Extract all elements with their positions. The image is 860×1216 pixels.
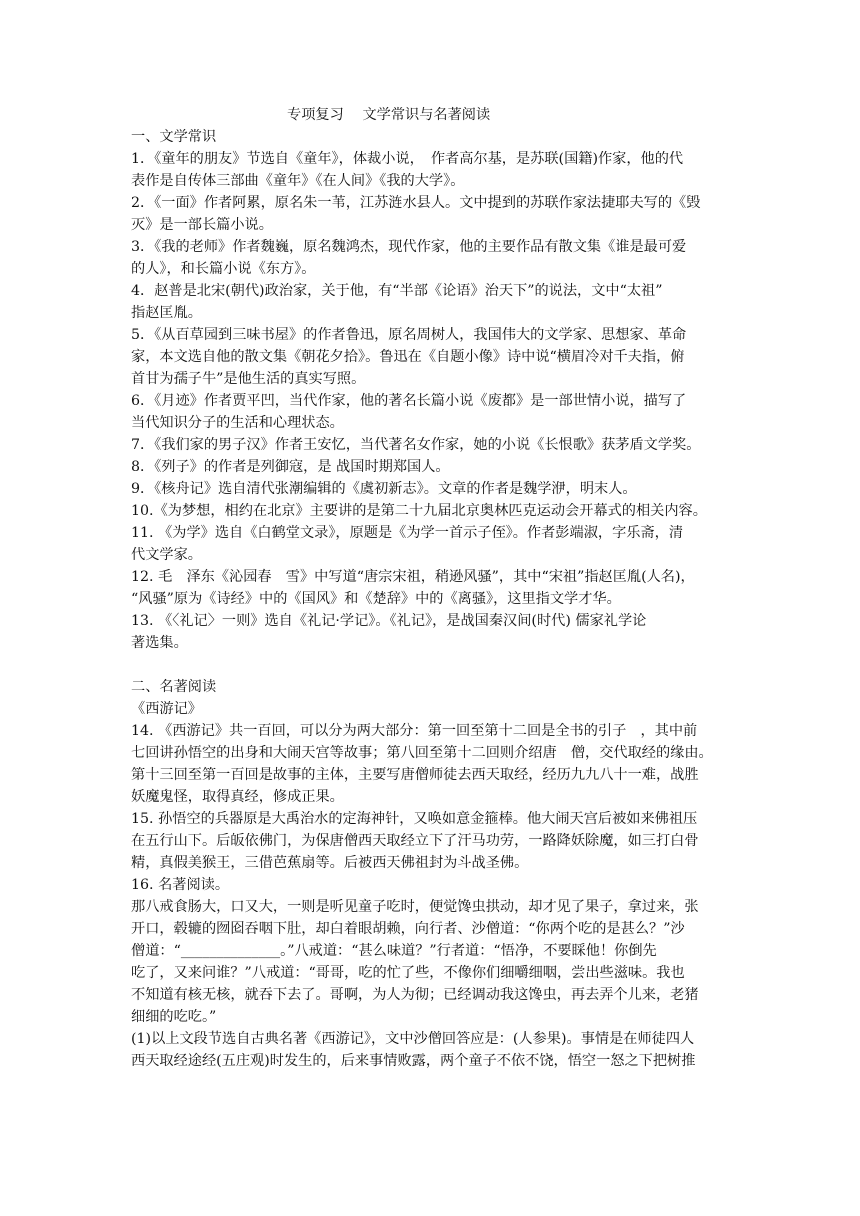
text-line: (1)以上文段节选自古典名著《西游记》，文中沙僧回答应是：(人参果)。事情是在师徒四人 [131,1031,695,1047]
text-line: 9．《核舟记》选自清代张潮编辑的《虞初新志》。文章的作者是魏学洢，明末人。 [131,481,637,497]
text-line: 开口，毂辘的囫囵吞咽下肚，却白着眼胡赖，向行者、沙僧道：“你两个吃的是甚么？”沙 [131,921,685,937]
text-line: 在五行山下。后皈依佛门，为保唐僧西天取经立下了汗马功劳，一路降妖除魔，如三打白骨 [131,833,699,849]
text-line: 指赵匡胤。 [131,305,202,321]
text-line: 吃了，又来问谁？”八戒道：“哥哥，吃的忙了些，不像你们细嚼细咽，尝出些滋味。我也 [131,965,685,981]
text-line: 5．《从百草园到三味书屋》的作者鲁迅，原名周树人，我国伟大的文学家、思想家、革命 [131,327,687,343]
text-line: 2．《一面》作者阿累，原名朱一苇，江苏涟水县人。文中提到的苏联作家法捷耶夫写的《毁 [131,195,701,211]
text-line: 3．《我的老师》作者魏巍，原名魏鸿杰，现代作家，他的主要作品有散文集《谁是最可爱 [131,239,687,255]
text-line: 8．《列子》的作者是列御寇，是 战国时期郑国人。 [131,459,450,475]
text-line: “风骚”原为《诗经》中的《国风》和《楚辞》中的《离骚》，这里指文学才华。 [131,591,621,607]
text-line: 第十三回至第一百回是故事的主体，主要写唐僧师徒去西天取经，经历九九八十一难，战胜 [131,767,699,783]
text-line: 细细的吃吃。” [131,1009,217,1025]
text-line: 代文学家。 [131,547,202,563]
text-line: 当代知识分子的生活和心理状态。 [131,415,344,431]
text-line: 12. 毛 泽东《沁园春 雪》中写道“唐宗宋祖，稍逊风骚”，其中“宋祖”指赵匡胤(人名)， [131,569,695,585]
section-heading-literary-knowledge: 一、文学常识 [131,129,217,145]
text-line: 僧道：“______________。”八戒道：“甚么味道？”行者道：“悟净，不要睬他！你倒先 [131,943,657,959]
text-line: 的人》，和长篇小说《东方》。 [131,261,316,277]
text-line: 那八戒食肠大，口又大，一则是听见童子吃时，便觉馋虫拱动，却才见了果子，拿过来，张 [131,899,699,915]
text-line: 首甘为孺子牛”是他生活的真实写照。 [131,371,366,387]
text-line: 13. 《〈礼记〉一则》选自《礼记·学记》。《礼记》，是战国秦汉间(时代) 儒家礼学论 [131,613,647,629]
literary-knowledge-list [131,148,733,654]
text-line: 七回讲孙悟空的出身和大闹天宫等故事；第八回至第十二回则介绍唐 僧，交代取经的缘由。 [131,745,713,761]
text-line: 灭》是一部长篇小说。 [131,217,273,233]
text-line: 16. 名著阅读。 [131,877,230,893]
text-line: 家，本文选自他的散文集《朝花夕拾》。鲁迅在《自题小像》诗中说“横眉冷对千夫指，俯 [131,349,685,365]
text-line: 著选集。 [131,635,188,651]
section-heading-classic-reading: 二、名著阅读 [131,679,217,695]
text-line: 10.《为梦想，相约在北京》主要讲的是第二十九届北京奥林匹克运动会开幕式的相关内容。 [131,503,707,519]
classic-reading-list [131,698,733,1094]
text-line: 14. 《西游记》共一百回，可以分为两大部分：第一回至第十二回是全书的引子 ，其中前 [131,723,698,739]
text-line: 7．《我们家的男子汉》作者王安忆，当代著名女作家，她的小说《长恨歌》获茅盾文学奖。 [131,437,701,453]
text-line: 1．《童年的朋友》节选自《童年》，体裁小说， 作者高尔基，是苏联(国籍)作家，他的代 [131,151,684,167]
document-title: 专项复习 文学常识与名著阅读 [287,107,491,123]
text-line: 西天取经途经(五庄观)时发生的，后来事情败露，两个童子不依不饶，悟空一怒之下把树推 [131,1053,696,1069]
text-line: 精，真假美猴王，三借芭蕉扇等。后被西天佛祖封为斗战圣佛。 [131,855,529,871]
text-line: 不知道有核无核，就吞下去了。哥啊，为人为彻；已经调动我这馋虫，再去弄个儿来，老猪 [131,987,699,1003]
text-line [131,1072,733,1094]
text-line: 11. 《为学》选自《白鹤堂文录》，原题是《为学一首示子侄》。作者彭端淑，字乐斋，清 [131,525,684,541]
document-page [131,104,733,1094]
text-line: 6．《月迹》作者贾平凹，当代作家，他的著名长篇小说《废都》是一部世情小说，描写了 [131,393,687,409]
text-line: 妖魔鬼怪，取得真经，修成正果。 [131,789,344,805]
text-line: 《西游记》 [131,701,202,717]
blank-line [131,654,733,676]
text-line: 4．赵普是北宋(朝代)政治家，关于他，有“半部《论语》治天下”的说法，文中“太祖” [131,283,663,299]
text-line: 表作是自传体三部曲《童年》《在人间》《我的大学》。 [131,173,465,189]
text-line: 15. 孙悟空的兵器原是大禹治水的定海神针，又唤如意金箍棒。他大闹天宫后被如来佛祖压 [131,811,698,827]
